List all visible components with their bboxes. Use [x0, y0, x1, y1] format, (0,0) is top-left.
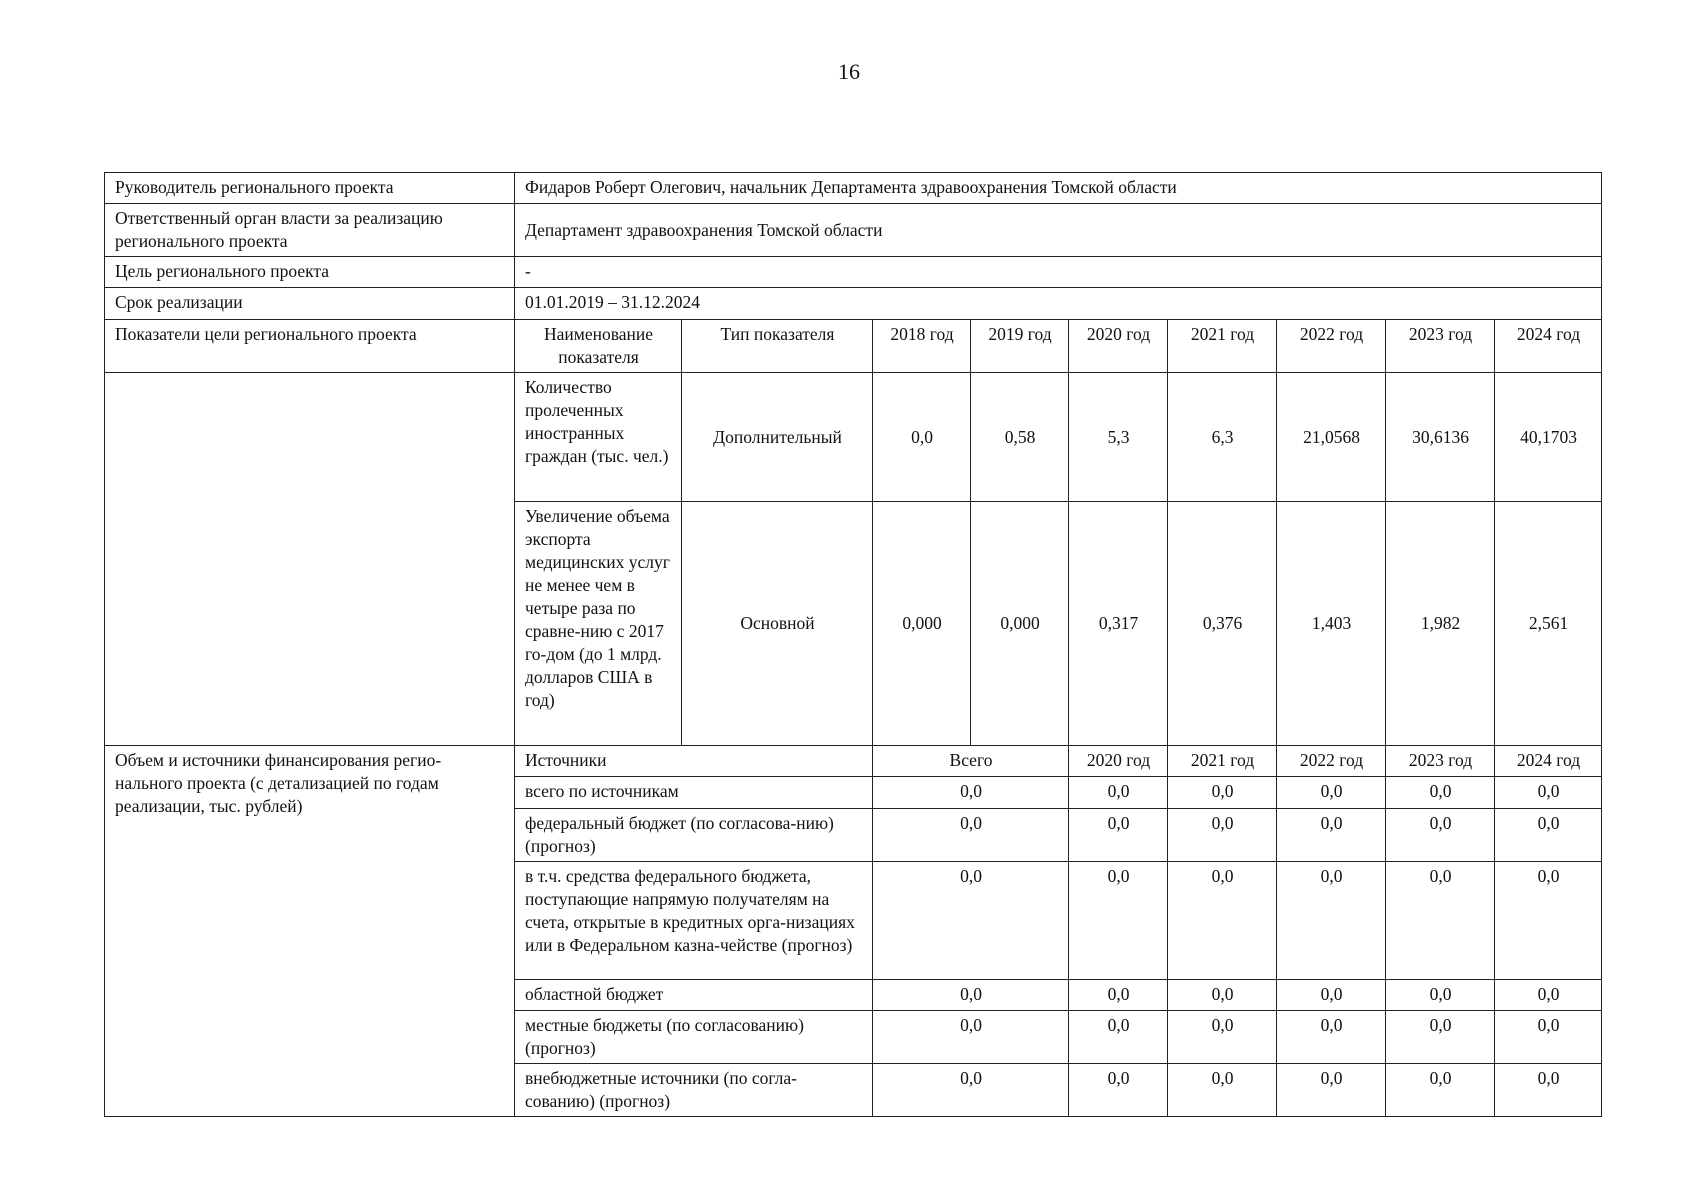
indicator-value: 40,1703 [1495, 373, 1602, 502]
info-value: 01.01.2019 – 31.12.2024 [515, 288, 1602, 320]
financing-source: областной бюджет [515, 980, 873, 1011]
financing-value: 0,0 [1277, 1064, 1386, 1117]
financing-source: всего по источникам [515, 777, 873, 809]
indicators-header-cell: 2024 год [1495, 320, 1602, 373]
indicators-header-cell: 2019 год [971, 320, 1069, 373]
financing-value: 0,0 [1069, 777, 1168, 809]
financing-value: 0,0 [1386, 1011, 1495, 1064]
indicators-label: Показатели цели регионального проекта [105, 320, 515, 373]
info-row-term [105, 288, 1602, 320]
indicators-header-cell: Тип показателя [682, 320, 873, 373]
financing-header-cell: 2023 год [1386, 746, 1495, 777]
info-row-goal [105, 257, 1602, 288]
financing-value: 0,0 [1069, 980, 1168, 1011]
indicator-name: Увеличение объема экспорта медицинских услуг не менее чем в четыре раза по сравне-нию с 2017 го-дом (до 1 млрд. долларов США в год) [515, 502, 682, 746]
financing-header-cell: Всего [873, 746, 1069, 777]
financing-value: 0,0 [1495, 809, 1602, 862]
financing-value: 0,0 [1495, 980, 1602, 1011]
info-label: Цель регионального проекта [105, 257, 515, 288]
financing-value: 0,0 [1386, 980, 1495, 1011]
financing-value: 0,0 [1277, 980, 1386, 1011]
financing-value: 0,0 [1069, 809, 1168, 862]
indicator-value: 6,3 [1168, 373, 1277, 502]
indicator-row [105, 373, 1602, 502]
info-row-head [105, 173, 1602, 204]
financing-value: 0,0 [1386, 862, 1495, 980]
indicators-header-cell: 2022 год [1277, 320, 1386, 373]
indicator-name: Количество пролеченных иностранных граждан (тыс. чел.) [515, 373, 682, 502]
financing-label: Объем и источники финансирования регио-нального проекта (с детализацией по годам реализации, тыс. рублей) [105, 746, 515, 1117]
info-label: Ответственный орган власти за реализацию регионального проекта [105, 204, 515, 257]
financing-header-row [105, 746, 1602, 777]
financing-source: в т.ч. средства федерального бюджета, поступающие напрямую получателям на счета, открытые в кредитных орга-низациях или в Федеральном казна-чействе (прогноз) [515, 862, 873, 980]
indicators-header-cell: 2023 год [1386, 320, 1495, 373]
financing-value: 0,0 [1495, 1064, 1602, 1117]
financing-value: 0,0 [1495, 1011, 1602, 1064]
financing-source: федеральный бюджет (по согласова-нию) (прогноз) [515, 809, 873, 862]
financing-value: 0,0 [1277, 1011, 1386, 1064]
financing-value: 0,0 [1168, 980, 1277, 1011]
financing-value: 0,0 [1069, 1064, 1168, 1117]
financing-value: 0,0 [1386, 1064, 1495, 1117]
financing-value: 0,0 [873, 1064, 1069, 1117]
financing-header-cell: 2021 год [1168, 746, 1277, 777]
financing-header-cell: 2020 год [1069, 746, 1168, 777]
indicator-value: 0,000 [873, 502, 971, 746]
financing-value: 0,0 [1069, 1011, 1168, 1064]
financing-header-cell: Источники [515, 746, 873, 777]
financing-value: 0,0 [1069, 862, 1168, 980]
financing-header-cell: 2024 год [1495, 746, 1602, 777]
indicator-value: 0,0 [873, 373, 971, 502]
financing-value: 0,0 [1168, 809, 1277, 862]
page-number: 16 [838, 59, 860, 84]
financing-value: 0,0 [1168, 1064, 1277, 1117]
info-row-body [105, 204, 1602, 257]
indicators-header-cell: 2021 год [1168, 320, 1277, 373]
financing-value: 0,0 [1168, 1011, 1277, 1064]
indicator-value: 1,403 [1277, 502, 1386, 746]
indicator-value: 1,982 [1386, 502, 1495, 746]
indicator-type: Основной [682, 502, 873, 746]
financing-value: 0,0 [873, 980, 1069, 1011]
financing-value: 0,0 [873, 809, 1069, 862]
financing-value: 0,0 [873, 777, 1069, 809]
financing-header-cell: 2022 год [1277, 746, 1386, 777]
financing-value: 0,0 [1277, 777, 1386, 809]
indicator-value: 2,561 [1495, 502, 1602, 746]
info-value: Департамент здравоохранения Томской области [515, 204, 1602, 257]
indicator-value: 0,58 [971, 373, 1069, 502]
financing-value: 0,0 [1386, 809, 1495, 862]
indicators-header-cell: 2020 год [1069, 320, 1168, 373]
financing-value: 0,0 [1495, 862, 1602, 980]
info-value: Фидаров Роберт Олегович, начальник Департамента здравоохранения Томской области [515, 173, 1602, 204]
indicators-header-cell: Наименование показателя [515, 320, 682, 373]
financing-value: 0,0 [1386, 777, 1495, 809]
financing-value: 0,0 [873, 862, 1069, 980]
indicators-spacer [105, 373, 515, 746]
financing-value: 0,0 [1277, 809, 1386, 862]
financing-source: местные бюджеты (по согласованию) (прогноз) [515, 1011, 873, 1064]
info-label: Руководитель регионального проекта [105, 173, 515, 204]
indicator-value: 5,3 [1069, 373, 1168, 502]
financing-value: 0,0 [1168, 777, 1277, 809]
indicator-value: 0,317 [1069, 502, 1168, 746]
indicator-value: 30,6136 [1386, 373, 1495, 502]
financing-value: 0,0 [1277, 862, 1386, 980]
info-label: Срок реализации [105, 288, 515, 320]
info-value: - [515, 257, 1602, 288]
financing-source: внебюджетные источники (по согла-сованию) (прогноз) [515, 1064, 873, 1117]
indicator-type: Дополнительный [682, 373, 873, 502]
project-passport-table [104, 172, 1602, 1117]
indicator-value: 0,000 [971, 502, 1069, 746]
indicator-value: 0,376 [1168, 502, 1277, 746]
financing-value: 0,0 [1168, 862, 1277, 980]
indicator-value: 21,0568 [1277, 373, 1386, 502]
financing-value: 0,0 [873, 1011, 1069, 1064]
indicators-header-row [105, 320, 1602, 373]
indicators-header-cell: 2018 год [873, 320, 971, 373]
financing-value: 0,0 [1495, 777, 1602, 809]
